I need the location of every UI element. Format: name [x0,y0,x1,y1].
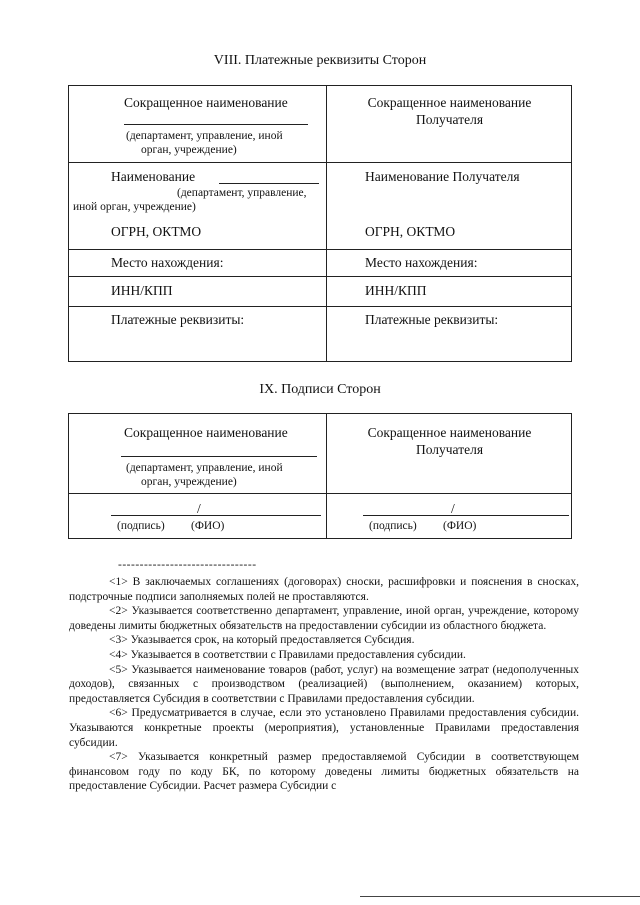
right-payment-cell [327,307,572,362]
footnote-7: <7> Указывается конкретный размер предоставляемой Субсидии в соответствующем финансовом году по коду БК, по которому доведены лимиты бюджетных обязательств на предоставление Субсидии. Расчет размера Субсидии с [69,751,579,793]
sig-right-sign-cell [327,494,572,539]
table-row [69,250,572,277]
right-inn-cell [327,277,572,307]
footnotes-block [69,575,579,794]
right-name-cell [327,163,572,250]
footnote-1: <1> В заключаемых соглашениях (договорах) сноски, расшифровки и пояснения в сносках, подстрочные подписи заполняемых полей не проставляются. [69,576,579,603]
right-short-name-cell [327,86,572,163]
section-9-title: IX. Подписи Сторон [259,382,381,397]
sig-right-sign-line [363,515,569,516]
right-name-label: Наименование Получателя [365,169,520,184]
sig-right-fio-label: (ФИО) [443,520,477,532]
sig-right-name-cell [327,414,572,494]
right-payment-label: Платежные реквизиты: [365,312,499,327]
scan-edge-line [360,896,640,897]
right-short-name-line-1: Сокращенное наименование [367,95,532,110]
sig-left-slash: / [197,501,201,516]
right-location-label: Место нахождения: [365,255,478,270]
left-name-blank [219,183,319,184]
left-payment-label: Платежные реквизиты: [111,312,245,327]
sig-left-note-1: (департамент, управление, иной [126,462,283,474]
section-8-title: VIII. Платежные реквизиты Сторон [213,53,427,68]
footnote-2: <2> Указывается соответственно департамент, управление, иной орган, учреждение, которому доведены лимиты бюджетных обязательств на предоставлении субсидии из областного бюджета. [69,605,579,632]
left-inn-cell [69,277,327,307]
footnote-6: <6> Предусматривается в случае, если это установлено Правилами предоставления субсидии. Указываются конкретные проекты (мероприятия), установленные Правилами предоставления субсидии. [69,707,579,749]
sig-left-sign-label: (подпись) [117,520,165,532]
left-location-cell [69,250,327,277]
left-name-note-1: (департамент, управление, [177,187,307,199]
footnote-separator: -------------------------------- [118,559,257,571]
left-short-name-cell [69,86,327,163]
left-short-name-note-1: (департамент, управление, иной [126,130,283,142]
left-name-label: Наименование [111,169,196,184]
footnote-4: <4> Указывается в соответствии с Правилами предоставления субсидии. [109,648,466,661]
sig-left-fio-label: (ФИО) [191,520,225,532]
right-inn-label: ИНН/КПП [365,283,427,298]
left-location-label: Место нахождения: [111,255,224,270]
left-short-name-label: Сокращенное наименование [124,95,288,110]
table-row [69,277,572,307]
footnote-5: <5> Указывается наименование товаров (работ, услуг) на возмещение затрат (недополученных доходов), связанных с производством (реализацией) (выполнением, оказанием) которых, предоставляется Субсидия в соответствии с Правилами предоставления субсидии. [69,663,579,705]
sig-right-short-name-1: Сокращенное наименование [367,425,532,440]
sig-right-short-name-2: Получателя [415,442,484,457]
right-short-name-line-2: Получателя [415,112,484,127]
sig-left-sign-cell [69,494,327,539]
table-row [69,307,572,362]
left-short-name-blank [124,124,308,125]
left-name-note-2: иной орган, учреждение) [73,201,196,213]
left-payment-cell [69,307,327,362]
footnote-3: <3> Указывается срок, на который предоставляется Субсидия. [109,634,415,647]
right-location-cell [327,250,572,277]
payment-details-table [68,85,572,362]
table-row [69,414,572,494]
sig-right-slash: / [451,501,455,516]
signatures-table [68,413,572,539]
sig-left-name-cell [69,414,327,494]
sig-right-sign-label: (подпись) [369,520,417,532]
table-row [69,86,572,163]
table-row [69,163,572,250]
sig-left-short-name: Сокращенное наименование [124,425,288,440]
sig-left-sign-line [111,515,321,516]
left-inn-label: ИНН/КПП [111,283,173,298]
left-name-cell [69,163,327,250]
right-ogrn-label: ОГРН, ОКТМО [365,224,456,239]
sig-left-name-blank [121,456,317,457]
sig-left-note-2: орган, учреждение) [141,476,237,488]
left-short-name-note-2: орган, учреждение) [141,144,237,156]
left-ogrn-label: ОГРН, ОКТМО [111,224,202,239]
table-row [69,494,572,539]
